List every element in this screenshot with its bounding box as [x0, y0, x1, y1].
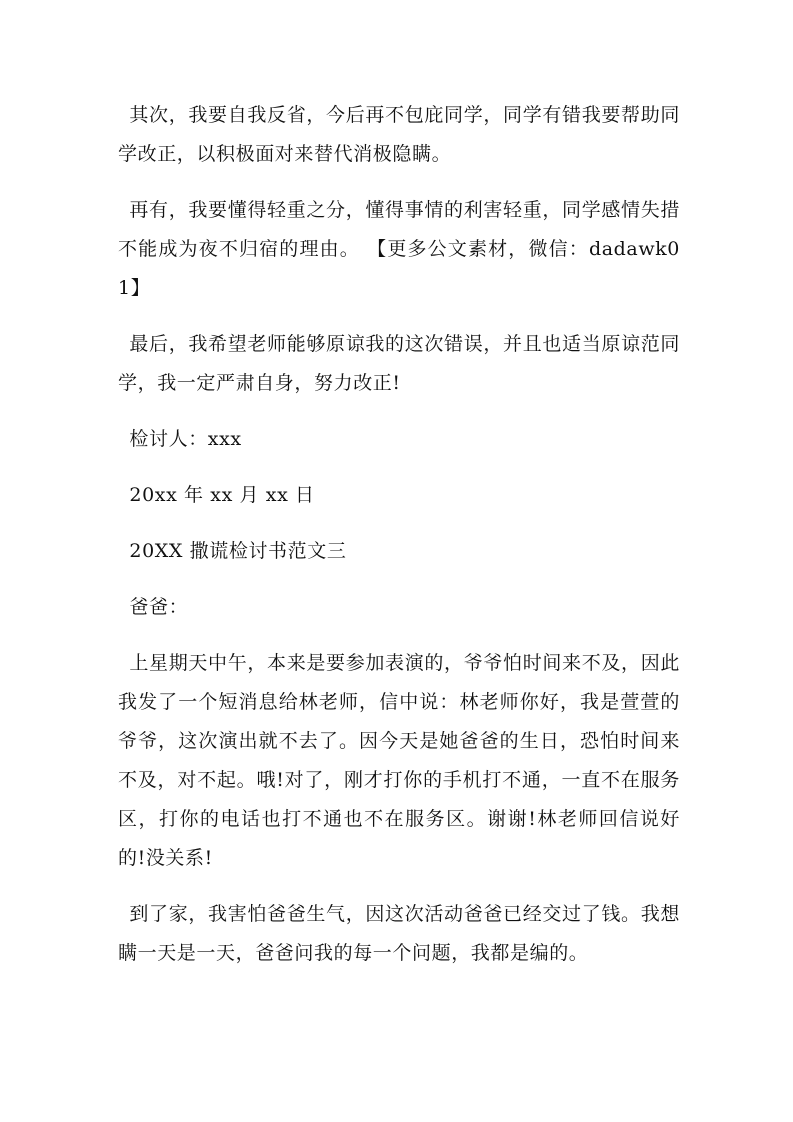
signature-line: 检讨人：xxx	[129, 428, 242, 450]
paragraph-apology: 最后，我希望老师能够原谅我的这次错误，并且也适当原谅范同学，我一定严肃自身，努力改正!	[118, 333, 680, 394]
date-line: 20xx 年 xx 月 xx 日	[129, 484, 315, 506]
paragraph-self-reflection: 其次，我要自我反省，今后再不包庇同学，同学有错我要帮助同学改正，以积极面对来替代消极隐瞒。	[118, 104, 680, 165]
paragraph-priorities: 再有，我要懂得轻重之分，懂得事情的利害轻重，同学感情失措不能成为夜不归宿的理由。 【更多公文素材，微信：dadawk01】	[118, 199, 680, 299]
paragraph-story: 上星期天中午，本来是要参加表演的，爷爷怕时间来不及，因此我发了一个短消息给林老师，信中说：林老师你好，我是萱萱的爷爷，这次演出就不去了。因今天是她爸爸的生日，恐怕时间来不及，对不起。哦!对了，刚才打你的手机打不通，一直不在服务区，打你的电话也打不通也不在服务区。谢谢!林老师回信说好的!没关系!	[118, 652, 680, 869]
section-heading: 20XX 撒谎检讨书范文三	[129, 540, 347, 562]
salutation: 爸爸：	[129, 596, 189, 618]
paragraph-hiding: 到了家，我害怕爸爸生气，因这次活动爸爸已经交过了钱。我想瞒一天是一天，爸爸问我的每一个问题，我都是编的。	[118, 903, 680, 964]
document-body	[118, 96, 680, 990]
